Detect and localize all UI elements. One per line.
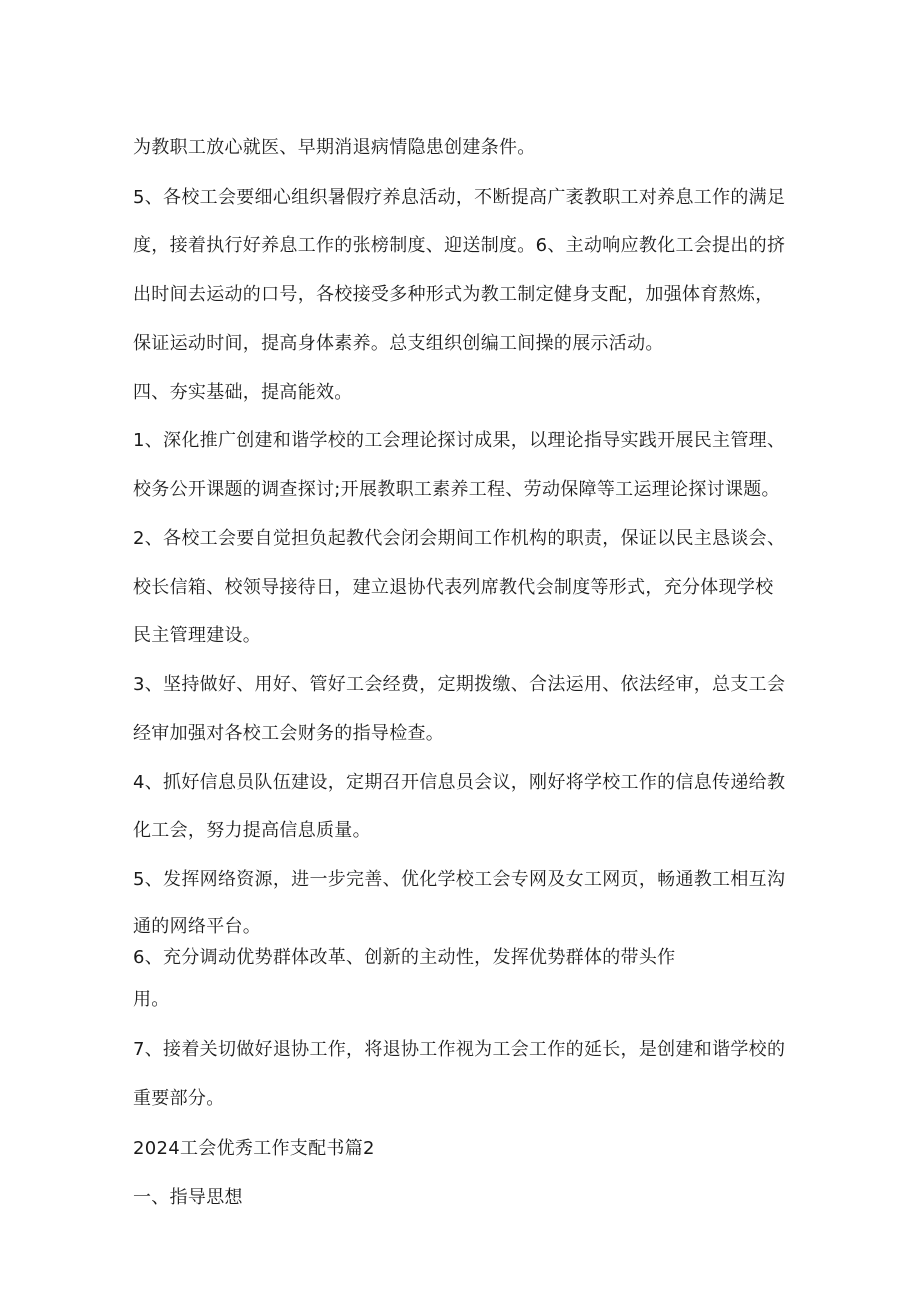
paragraph-line: 6、充分调动优势群体改革、创新的主动性，发挥优势群体的带头作 — [133, 947, 676, 968]
paragraph-line: 出时间去运动的口号，各校接受多种形式为教工制定健身支配，加强体育熬炼， — [133, 284, 774, 305]
paragraph-line: 5、发挥网络资源，进一步完善、优化学校工会专网及女工网页，畅通教工相互沟 — [133, 869, 786, 890]
paragraph-line: 化工会，努力提高信息质量。 — [133, 820, 371, 841]
paragraph-line: 通的网络平台。 — [133, 916, 262, 937]
paragraph-line: 校务公开课题的调查探讨;开展教职工素养工程、劳动保障等工运理论探讨课题。 — [133, 479, 780, 500]
paragraph-line: 民主管理建设。 — [133, 625, 262, 646]
paragraph-line: 5、各校工会要细心组织暑假疗养息活动，不断提高广袤教职工对养息工作的满足 — [133, 187, 786, 208]
paragraph-line: 4、抓好信息员队伍建设，定期召开信息员会议，刚好将学校工作的信息传递给教 — [133, 772, 786, 793]
paragraph-line: 3、坚持做好、用好、管好工会经费，定期拨缴、合法运用、依法经审，总支工会 — [133, 674, 786, 695]
paragraph-line: 为教职工放心就医、早期消退病情隐患创建条件。 — [133, 137, 536, 158]
section-heading: 四、夯实基础，提高能效。 — [133, 382, 353, 403]
paragraph-line: 保证运动时间，提高身体素养。总支组织创编工间操的展示活动。 — [133, 333, 664, 354]
paragraph-line: 度，接着执行好养息工作的张榜制度、迎送制度。6、主动响应教化工会提出的挤 — [133, 235, 786, 256]
paragraph-line: 2、各校工会要自觉担负起教代会闭会期间工作机构的职责，保证以民主恳谈会、 — [133, 528, 786, 549]
paragraph-line: 校长信箱、校领导接待日，建立退协代表列席教代会制度等形式，充分体现学校 — [133, 577, 774, 598]
article-title: 2024工会优秀工作支配书篇2 — [133, 1138, 375, 1159]
section-heading: 一、指导思想 — [133, 1187, 243, 1208]
paragraph-line: 用。 — [133, 989, 170, 1010]
paragraph-line: 经审加强对各校工会财务的指导检查。 — [133, 723, 445, 744]
paragraph-line: 1、深化推广创建和谐学校的工会理论探讨成果，以理论指导实践开展民主管理、 — [133, 430, 786, 451]
paragraph-line: 7、接着关切做好退协工作，将退协工作视为工会工作的延长，是创建和谐学校的 — [133, 1039, 786, 1060]
paragraph-line: 重要部分。 — [133, 1088, 225, 1109]
